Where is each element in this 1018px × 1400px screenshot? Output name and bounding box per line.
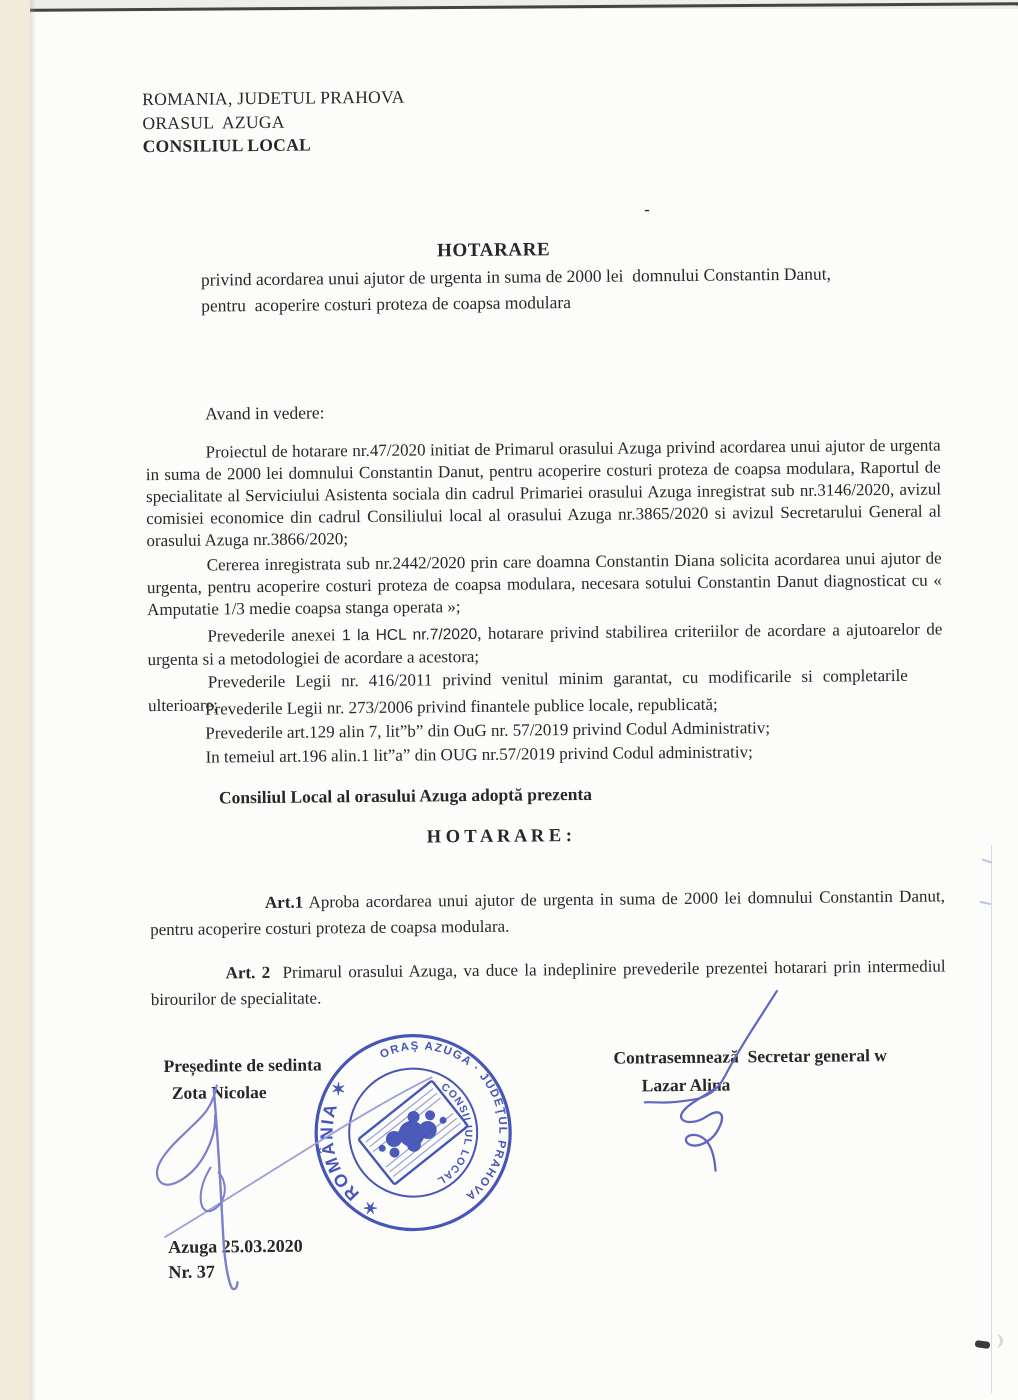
preamble-paragraph-law-416: Prevederile Legii nr. 416/2011 privind venitul minim garantat, cu modificarile si completarile ulterioare; [147, 665, 908, 716]
scan-bottom-right-curve [988, 1334, 1003, 1348]
letterhead-country: ROMANIA, JUDETUL PRAHOVA [142, 86, 405, 110]
scan-left-edge-shadow [30, 0, 36, 1400]
annex-text-end: , hotarare privind stabilirea criteriilor de acordare a ajutoarelor de urgenta si a metodologiei de acordare a acestora; [147, 619, 943, 670]
subtitle-line-1: privind acordarea unui ajutor de urgenta in suma de 2000 lei domnului Constantin Danut, [200, 263, 832, 290]
scan-left-edge-strip [0, 0, 30, 1400]
annex-inserted-reference: 1 la HCL nr.7/2020 [341, 625, 478, 645]
letterhead [142, 86, 405, 159]
signature-right-s-loop [681, 1088, 723, 1171]
article-1 [150, 883, 945, 943]
article-1-label: Art.1 [264, 892, 304, 913]
article-1-text: Aproba acordarea unui ajutor de urgenta in suma de 2000 lei domnului Constantin Danut, pentru acoperire costuri proteza de coapsa modulara. [150, 886, 946, 940]
place-and-date: Azuga 25.03.2020 [168, 1235, 303, 1257]
decision-heading: H O T A R A R E : [426, 826, 573, 848]
signature-left-role: Președinte de sedinta [163, 1054, 322, 1076]
preamble-paragraph-annex [147, 618, 942, 671]
scan-right-edge-line [991, 845, 992, 1393]
signature-right-name: Lazar Alina [641, 1074, 731, 1096]
svg-text:✶ ROMÂNIA ✶ [315, 1075, 382, 1221]
letterhead-city: ORASUL AZUGA [142, 111, 285, 133]
stamp-text-romania: ✶ ROMÂNIA ✶ [316, 1075, 382, 1221]
article-2-text: Primarul orasului Azuga, va duce la indeplinire prevederile prezentei hotarari prin intermediul birourilor de specialitate. [150, 956, 946, 1010]
subtitle-line-2: pentru acoperire costuri proteza de coapsa modulara [201, 291, 572, 316]
stamp-text-council: CONSILIUL LOCAL [434, 1080, 475, 1188]
signature-left-name: Zota Nicolae [171, 1081, 267, 1103]
letterhead-council: CONSILIUL LOCAL [142, 134, 312, 157]
preamble-line-temei: In temeiul art.196 alin.1 lit”a” din OUG nr.57/2019 privind Codul administrativ; [205, 742, 753, 767]
preamble-line-art-129: Prevederile art.129 alin 7, lit”b” din OuG nr. 57/2019 privind Codul Administrativ; [205, 718, 771, 743]
preamble-paragraph-project: Proiectul de hotarare nr.47/2020 initiat de Primarul orasului Azuga privind acordarea unui ajutor de urgenta in suma de 2000 lei domnului Constantin Danut, pentru acoperire costuri proteza de coapsa modulara, Raportul de specialitate al Serviciului Asistenta sociala din cadrul Primariei orasului Azuga inregistrat sub nr.3146/2020, avizul comisiei economice din cadrul Consiliului local al orasului Azuga nr.3865/2020 si avizul Secretarului General al orasului Azuga nr.3866/2020; [145, 435, 942, 551]
stray-dash-mark: - [644, 201, 650, 219]
svg-text:CONSILIUL LOCAL [434, 1081, 475, 1188]
article-2-label: Art. 2 [225, 962, 271, 983]
signature-right-role: Contrasemnează Secretar general w [613, 1045, 887, 1068]
signature-left-small-loop [200, 1167, 225, 1211]
signature-left-vertical-stroke [214, 1089, 238, 1289]
preamble-paragraph-request: Cererea inregistrata sub nr.2442/2020 prin care doamna Constantin Diana solicita acordarea unui ajutor de urgenta, pentru acoperire costuri proteza de coapsa modulara, necesara sotului Constantin Danut diagnosticat cu « Amputatie 1/3 medie coapsa stanga operata »; [146, 548, 942, 620]
council-stamp [309, 1029, 517, 1237]
annex-text-start: Prevederile anexei [207, 625, 343, 646]
stamp-text-county: ORAŞ AZUGA · JUDEŢUL PRAHOVA [378, 1040, 509, 1203]
preamble-line-law-273: Prevederile Legii nr. 273/2006 privind finantele publice locale, republicată; [204, 694, 718, 719]
article-2 [151, 953, 946, 1013]
document-title: HOTARARE [437, 239, 551, 262]
adoption-line: Consiliul Local al orasului Azuga adoptă prezenta [218, 783, 593, 808]
preamble-intro: Avand in vedere: [205, 402, 325, 424]
decision-number: Nr. 37 [168, 1261, 215, 1282]
document-subtitle [201, 262, 831, 319]
